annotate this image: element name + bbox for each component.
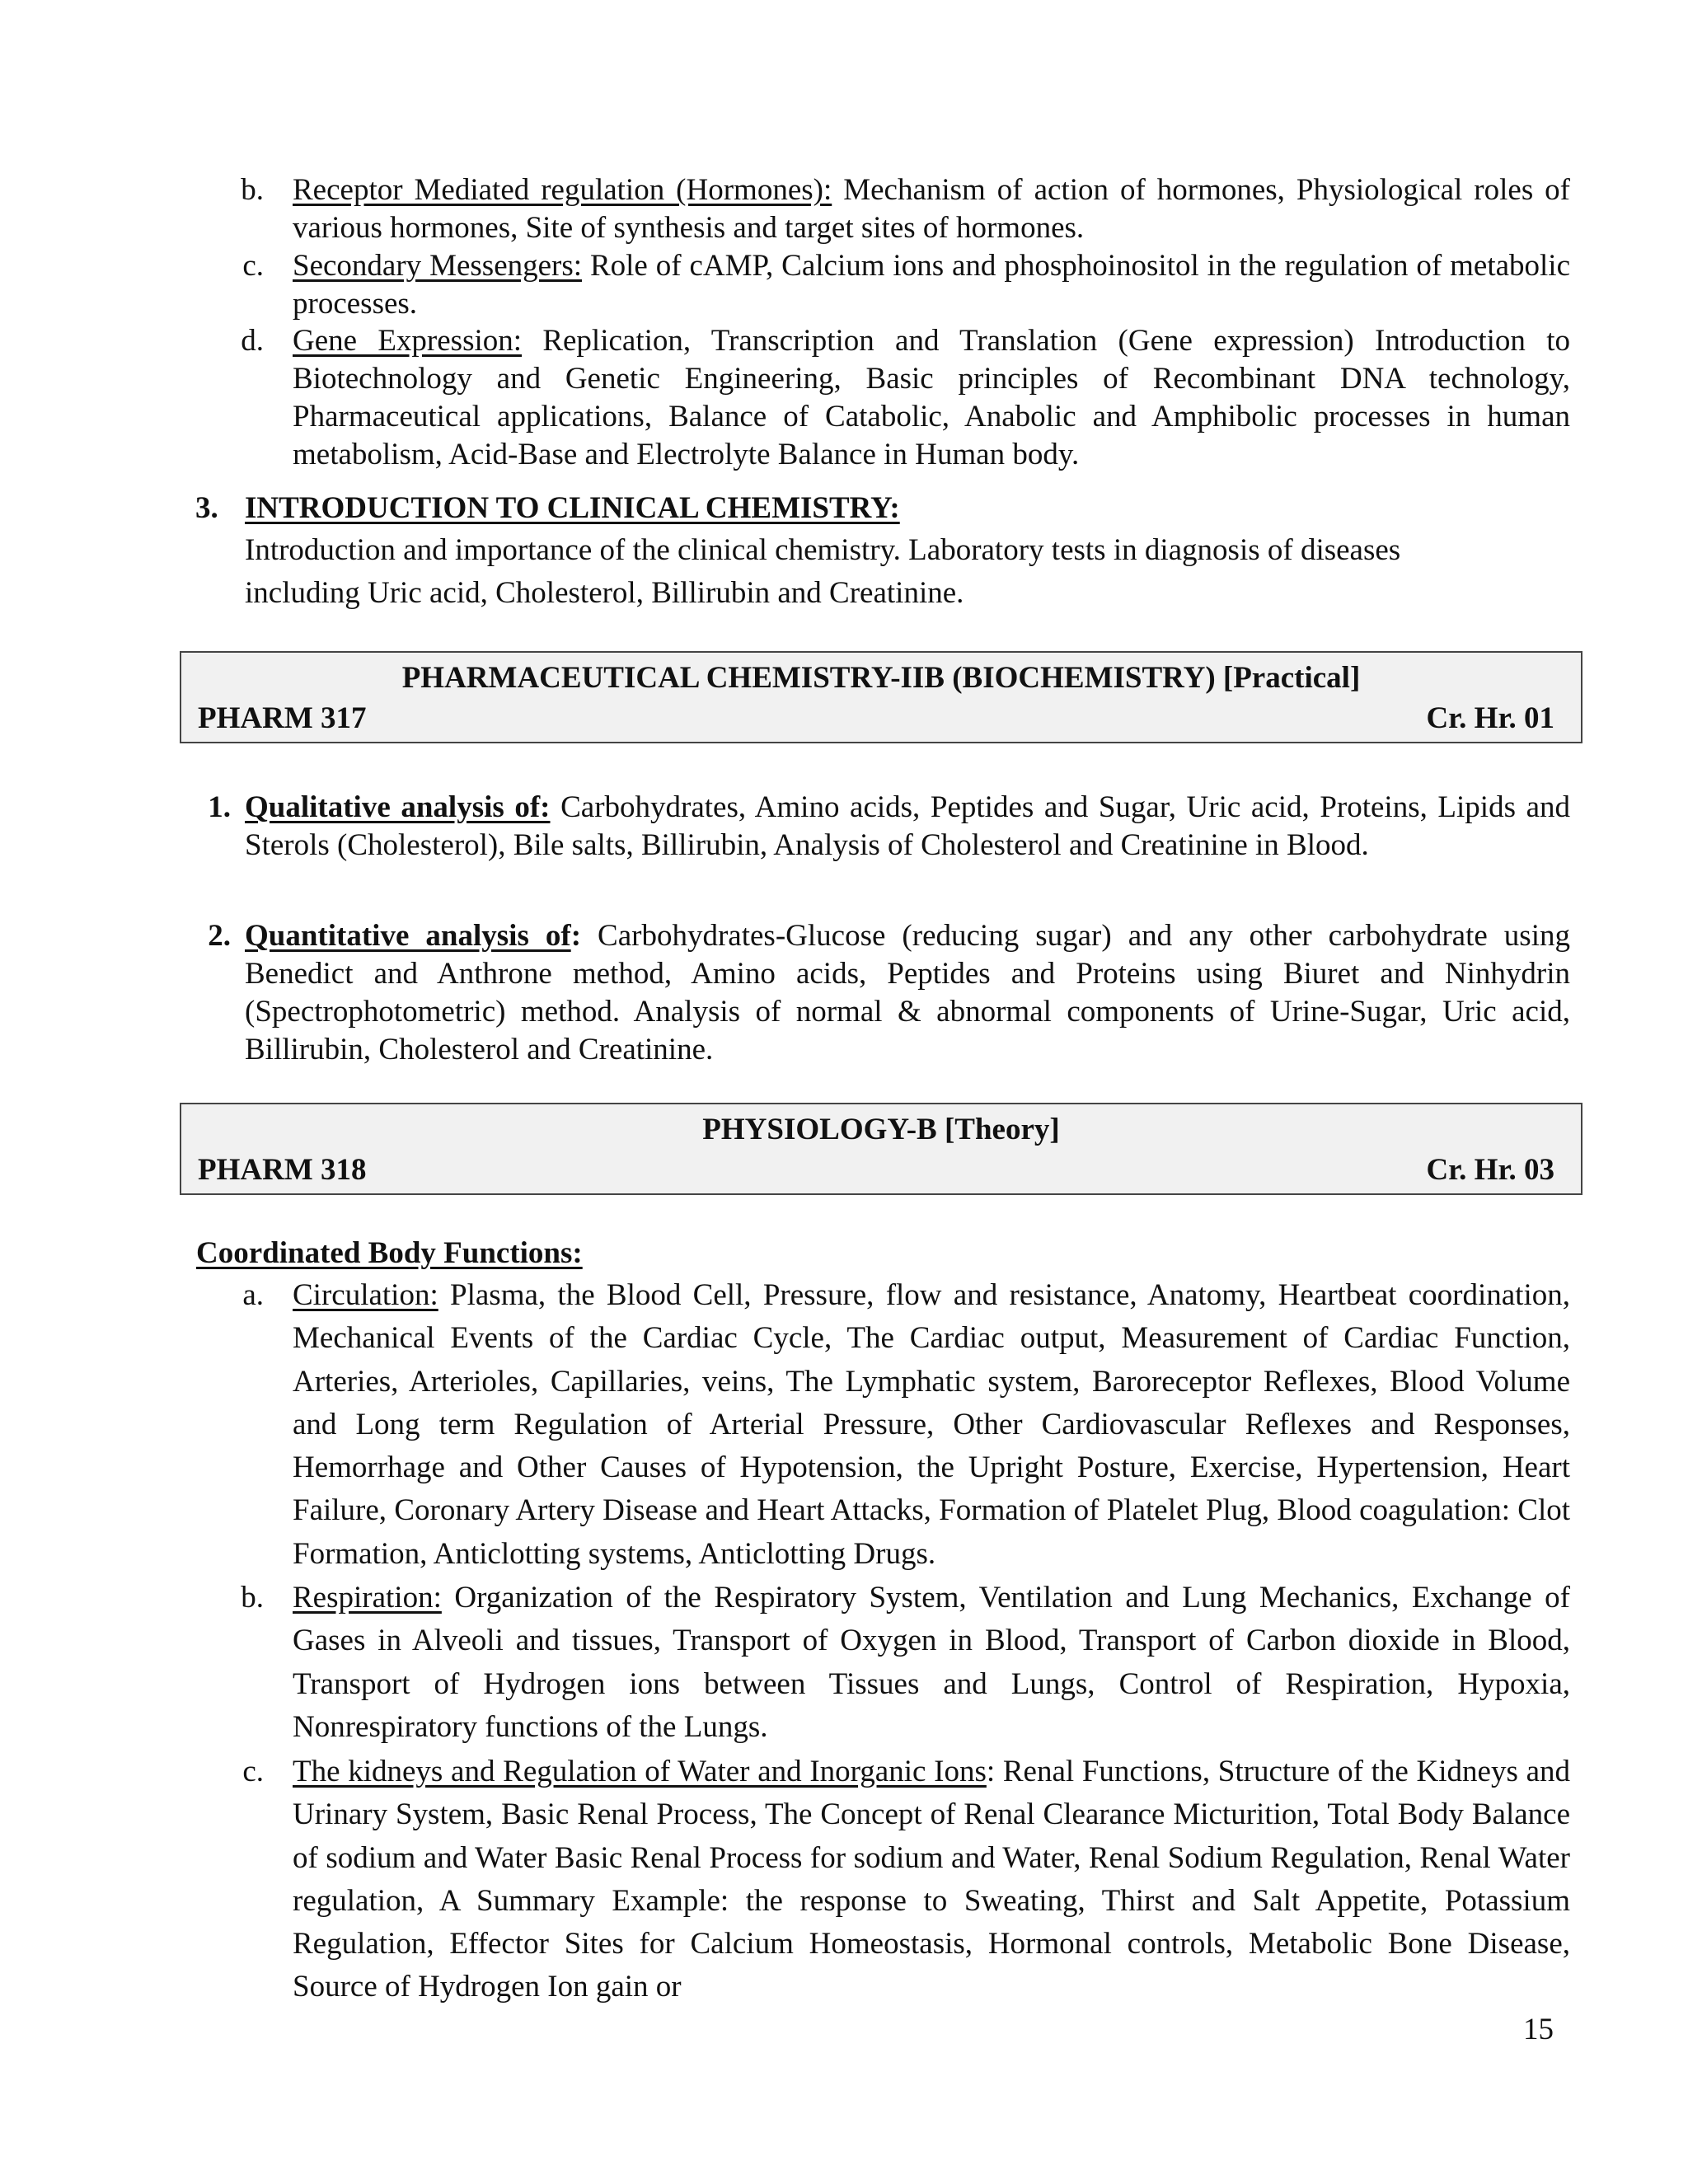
credit-hours: Cr. Hr. 01 [1426, 701, 1554, 735]
item-text: Replication, Transcription and Translation (Gene expression) Introduction to Biotechnology and Genetic Engineering, Basic principles of Recombinant DNA technology, Pharmaceutical applications, Balance of Catabolic, Anabolic and Amphibolic processes in human metabolism, Acid-Base and Electrolyte Balance in Human body. [293, 324, 1570, 471]
list-label: a. [242, 1278, 264, 1312]
item-title: Circulation: [293, 1278, 438, 1312]
list-item-quantitative [245, 917, 1570, 1069]
item-title: Quantitative analysis of [245, 919, 571, 953]
item-text: Carbohydrates-Glucose (reducing sugar) and any other carbohydrate using Benedict and Anthrone method, Amino acids, Peptides and Proteins using Biuret and Ninhydrin (Spectrophotometric) method. Analysis of normal & abnormal components of Urine-Sugar, Uric acid, Billirubin, Cholesterol and Creatinine. [245, 919, 1570, 1066]
list-label: c. [242, 1755, 264, 1788]
item-title: Respiration: [293, 1581, 442, 1615]
course-header-box [180, 651, 1582, 743]
section-heading-body-functions: Coordinated Body Functions: [196, 1236, 583, 1270]
section-number: 3. [195, 491, 218, 525]
course-code: PHARM 318 [198, 1153, 367, 1187]
course-code: PHARM 317 [198, 701, 367, 735]
list-item-kidneys [293, 1750, 1570, 2009]
list-item-circulation [293, 1274, 1570, 1576]
page-number: 15 [1523, 2013, 1554, 2046]
section-heading-clinical-chemistry: INTRODUCTION TO CLINICAL CHEMISTRY: [245, 491, 900, 525]
list-item-messengers [293, 247, 1570, 323]
item-text: : Renal Functions, Structure of the Kidneys and Urinary System, Basic Renal Process, The Concept of Renal Clearance Micturition, Total Body Balance of sodium and Water Basic Renal Process for sodium and Water, Renal Sodium Regulation, Renal Water regulation, A Summary Example: the response to Sweating, Thirst and Salt Appetite, Potassium Regulation, Effector Sites for Calcium Homeostasis, Hormonal controls, Metabolic Bone Disease, Source of Hydrogen Ion gain or [293, 1755, 1570, 2004]
list-item-hormones [293, 171, 1570, 247]
item-title: Gene Expression: [293, 324, 523, 358]
item-title: The kidneys and Regulation of Water and Inorganic Ions [293, 1755, 987, 1788]
item-title-colon: : [570, 919, 582, 953]
item-text: Role of cAMP, Calcium ions and phosphoinositol in the regulation of metabolic processes. [293, 249, 1570, 321]
list-label: c. [242, 249, 264, 283]
item-text: Carbohydrates, Amino acids, Peptides and Sugar, Uric acid, Proteins, Lipids and Sterols (Cholesterol), Bile salts, Billirubin, Analysis of Cholesterol and Creatinine in Blood. [245, 790, 1570, 862]
list-label: 2. [208, 919, 231, 953]
list-label: b. [241, 1581, 264, 1615]
item-text: Mechanism of action of hormones, Physiological roles of various hormones, Site of synthesis and target sites of hormones. [293, 173, 1571, 245]
list-label: d. [241, 324, 264, 358]
item-text: Plasma, the Blood Cell, Pressure, flow and resistance, Anatomy, Heartbeat coordination, Mechanical Events of the Cardiac Cycle, The Cardiac output, Measurement of Cardiac Function, Arteries, Arterioles, Capillaries, veins, The Lymphatic system, Baroreceptor Reflexes, Blood Volume and Long term Regulation of Arterial Pressure, Other Cardiovascular Reflexes and Responses, Hemorrhage and Other Causes of Hypotension, the Upright Posture, Exercise, Hypertension, Heart Failure, Coronary Artery Disease and Heart Attacks, Formation of Platelet Plug, Blood coagulation: Clot Formation, Anticlotting systems, Anticlotting Drugs. [293, 1278, 1570, 1571]
item-title: Secondary Messengers: [293, 249, 583, 283]
item-title: Receptor Mediated regulation (Hormones): [293, 173, 832, 207]
list-item-respiration [293, 1577, 1570, 1749]
list-item-qualitative [245, 789, 1570, 865]
course-title: PHYSIOLOGY-B [Theory] [702, 1113, 1060, 1146]
section-text-line: including Uric acid, Cholesterol, Billirubin and Creatinine. [245, 576, 964, 610]
list-item-gene-expression [293, 322, 1570, 474]
credit-hours: Cr. Hr. 03 [1426, 1153, 1554, 1187]
section-text-line: Introduction and importance of the clinical chemistry. Laboratory tests in diagnosis of diseases [245, 533, 1401, 567]
item-title: Qualitative analysis of: [245, 790, 551, 824]
list-label: 1. [208, 790, 231, 824]
course-header-box [180, 1103, 1582, 1195]
course-title: PHARMACEUTICAL CHEMISTRY-IIB (BIOCHEMISTRY) [Practical] [401, 661, 1361, 695]
item-text: Organization of the Respiratory System, Ventilation and Lung Mechanics, Exchange of Gases in Alveoli and tissues, Transport of Oxygen in Blood, Transport of Carbon dioxide in Blood, Transport of Hydrogen ions between Tissues and Lungs, Control of Respiration, Hypoxia, Nonrespiratory functions of the Lungs. [293, 1581, 1570, 1744]
list-label: b. [241, 173, 264, 207]
